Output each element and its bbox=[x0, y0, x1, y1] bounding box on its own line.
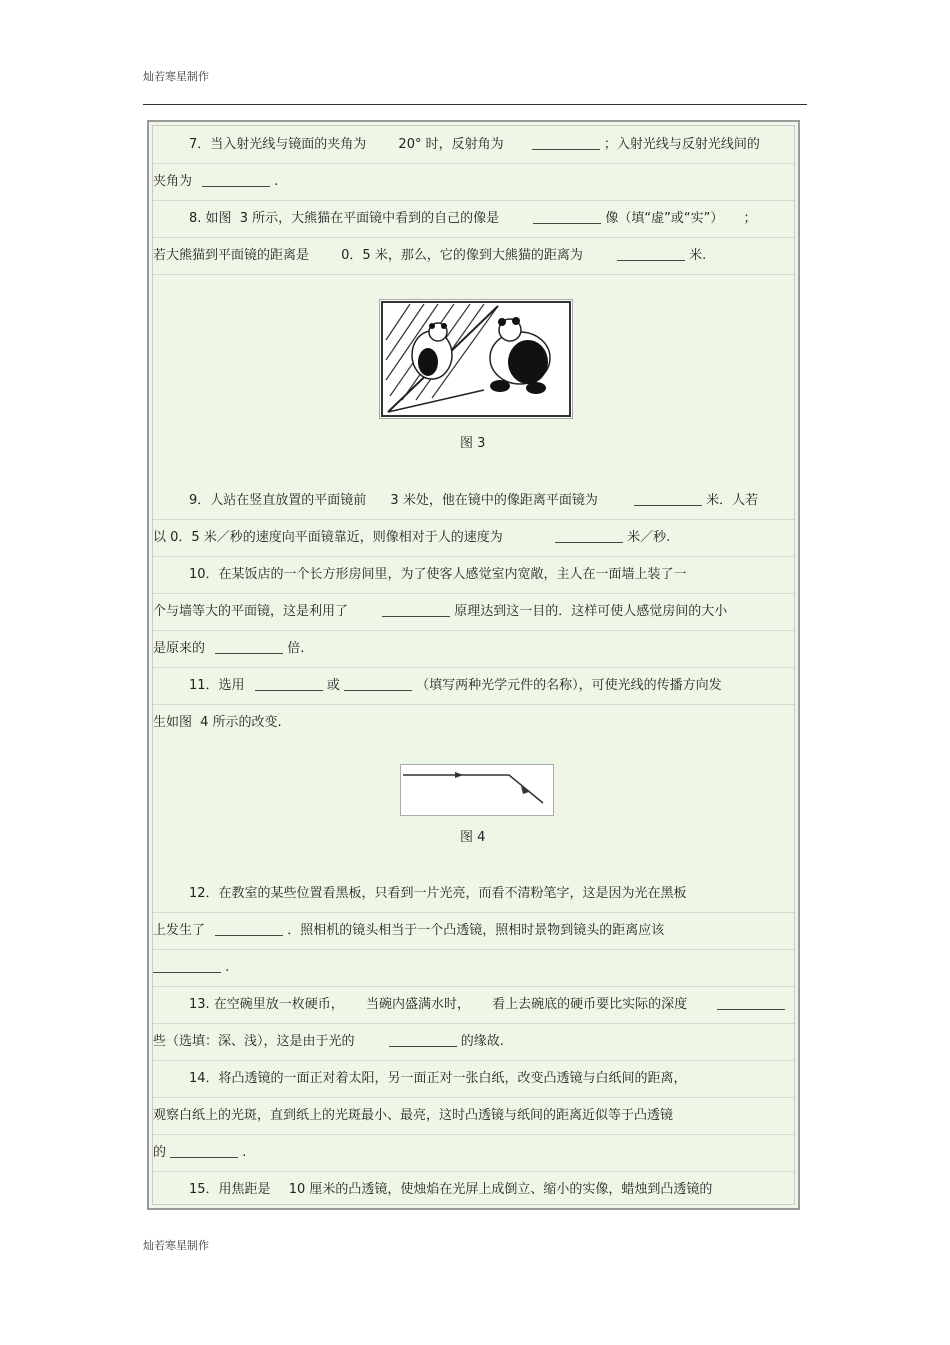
figure-4-light-path bbox=[400, 764, 554, 816]
q11-text-c: （填写两种光学元件的名称），可使光线的传播方向发 bbox=[416, 678, 722, 693]
q8-line-2 bbox=[153, 237, 794, 275]
q11-line-2 bbox=[153, 704, 794, 741]
q7-blank-2[interactable] bbox=[202, 172, 270, 187]
q10-text-c: 原理达到这一目的．这样可使人感觉房间的大小 bbox=[454, 604, 728, 619]
q12-line-3 bbox=[153, 949, 794, 987]
q11-blank-2[interactable] bbox=[344, 676, 412, 691]
q9-text-d: 以 0．5 米／秒的速度向平面镜靠近，则像相对于人的速度为 bbox=[153, 530, 503, 545]
q12-text-c: ．照相机的镜头相当于一个凸透镜，照相时景物到镜头的距离应该 bbox=[287, 923, 665, 938]
q11-text-b: 或 bbox=[326, 678, 340, 693]
q13-line-1 bbox=[153, 986, 794, 1024]
q10-line-2 bbox=[153, 593, 794, 631]
q13-text-e: 的缘故. bbox=[460, 1034, 504, 1049]
q7-blank-1[interactable] bbox=[532, 135, 600, 150]
q13-text-d: 些（选填：深、浅），这是由于光的 bbox=[153, 1034, 355, 1049]
q13-text-a: 13. 在空碗里放一枚硬币， bbox=[189, 997, 344, 1012]
q9-line-2 bbox=[153, 519, 794, 557]
q10-line-1 bbox=[153, 556, 794, 594]
q12-text-a: 12．在教室的某些位置看黑板，只看到一片光亮，而看不清粉笔字，这是因为光在黑板 bbox=[189, 886, 687, 901]
figure-3-panda-mirror bbox=[379, 299, 573, 419]
q12-line-1 bbox=[153, 875, 794, 913]
panel-inner-frame bbox=[152, 125, 795, 1205]
q9-blank-2[interactable] bbox=[555, 528, 623, 543]
q14-text-c: 的 bbox=[153, 1145, 167, 1160]
q7-text-e: . bbox=[274, 174, 279, 189]
q12-text-d: . bbox=[225, 960, 230, 975]
q13-text-b: 当碗内盛满水时， bbox=[365, 997, 470, 1012]
q12-line-2 bbox=[153, 912, 794, 950]
q8-text-c: 像（填“虚”或“实”） bbox=[605, 211, 724, 226]
q12-text-b: 上发生了 bbox=[153, 923, 206, 938]
q11-text-a: 11．选用 bbox=[189, 678, 245, 693]
q9-text-a: 9．人站在竖直放置的平面镜前 bbox=[189, 493, 367, 508]
question-panel bbox=[147, 120, 800, 1210]
q15-text-b: 10 厘米的凸透镜，使烛焰在光屏上成倒立、缩小的实像，蜡烛到凸透镜的 bbox=[288, 1182, 713, 1197]
q12-blank-1[interactable] bbox=[215, 921, 283, 936]
q9-text-c: 米．人若 bbox=[706, 493, 759, 508]
q11-text-d: 生如图 bbox=[153, 715, 193, 730]
q8-text-g: 米. bbox=[689, 248, 707, 263]
q14-text-d: . bbox=[242, 1145, 247, 1160]
q7-text-c: ；入射光线与反射光线间的 bbox=[603, 137, 760, 152]
q11-blank-1[interactable] bbox=[255, 676, 323, 691]
q15-text-a: 15．用焦距是 bbox=[189, 1182, 271, 1197]
q13-blank-2[interactable] bbox=[389, 1032, 457, 1047]
q14-text-a: 14．将凸透镜的一面正对着太阳，另一面正对一张白纸，改变凸透镜与白纸间的距离， bbox=[189, 1071, 687, 1086]
q13-blank-1[interactable] bbox=[717, 995, 785, 1010]
q7-text-b: 20° 时，反射角为 bbox=[398, 137, 504, 152]
q15-line-1 bbox=[153, 1171, 794, 1208]
light-ray-diagram bbox=[401, 765, 553, 815]
q11-line-1 bbox=[153, 667, 794, 705]
q10-text-d: 是原来的 bbox=[153, 641, 206, 656]
q13-line-2 bbox=[153, 1023, 794, 1061]
q8-text-f: 0．5 米，那么，它的像到大熊猫的距离为 bbox=[341, 248, 583, 263]
q14-text-b: 观察白纸上的光斑，直到纸上的光斑最小、最亮，这时凸透镜与纸间的距离近似等于凸透镜 bbox=[153, 1108, 674, 1123]
q8-text-d: ； bbox=[743, 211, 757, 226]
figure-3-caption: 图 3 bbox=[460, 436, 486, 451]
q10-blank-2[interactable] bbox=[215, 639, 283, 654]
q8-text-b: 3 所示，大熊猫在平面镜中看到的自己的像是 bbox=[239, 211, 500, 226]
q14-line-1 bbox=[153, 1060, 794, 1098]
q8-text-e: 若大熊猫到平面镜的距离是 bbox=[153, 248, 310, 263]
q7-text-d: 夹角为 bbox=[153, 174, 193, 189]
q8-line-1 bbox=[153, 200, 794, 238]
q7-line-2 bbox=[153, 163, 794, 201]
panda-mirror-illustration bbox=[380, 300, 572, 418]
q10-text-a: 10．在某饭店的一个长方形房间里，为了使客人感觉室内宽敞，主人在一面墙上装了一 bbox=[189, 567, 687, 582]
q9-text-e: 米／秒. bbox=[627, 530, 671, 545]
q9-blank-1[interactable] bbox=[634, 491, 702, 506]
q14-line-3 bbox=[153, 1134, 794, 1172]
q11-text-e: 4 所示的改变. bbox=[200, 715, 282, 730]
q9-line-1 bbox=[153, 482, 794, 520]
page-header: 灿若寒星制作 bbox=[143, 70, 209, 83]
page-footer: 灿若寒星制作 bbox=[143, 1239, 209, 1252]
q8-text-a: 8. 如图 bbox=[189, 211, 232, 226]
q14-blank-1[interactable] bbox=[170, 1143, 238, 1158]
q10-text-b: 个与墙等大的平面镜，这是利用了 bbox=[153, 604, 349, 619]
header-rule bbox=[143, 104, 807, 105]
q10-line-3 bbox=[153, 630, 794, 668]
q10-blank-1[interactable] bbox=[382, 602, 450, 617]
figure-4-caption: 图 4 bbox=[460, 830, 486, 845]
q7-text-a: 7．当入射光线与镜面的夹角为 bbox=[189, 137, 367, 152]
q8-blank-1[interactable] bbox=[533, 209, 601, 224]
q13-text-c: 看上去碗底的硬币要比实际的深度 bbox=[492, 997, 688, 1012]
q12-blank-2[interactable] bbox=[153, 958, 221, 973]
q10-text-e: 倍. bbox=[287, 641, 305, 656]
q8-blank-2[interactable] bbox=[617, 246, 685, 261]
q9-text-b: 3 米处，他在镜中的像距离平面镜为 bbox=[390, 493, 598, 508]
q14-line-2 bbox=[153, 1097, 794, 1135]
q7-line-1 bbox=[153, 126, 794, 164]
